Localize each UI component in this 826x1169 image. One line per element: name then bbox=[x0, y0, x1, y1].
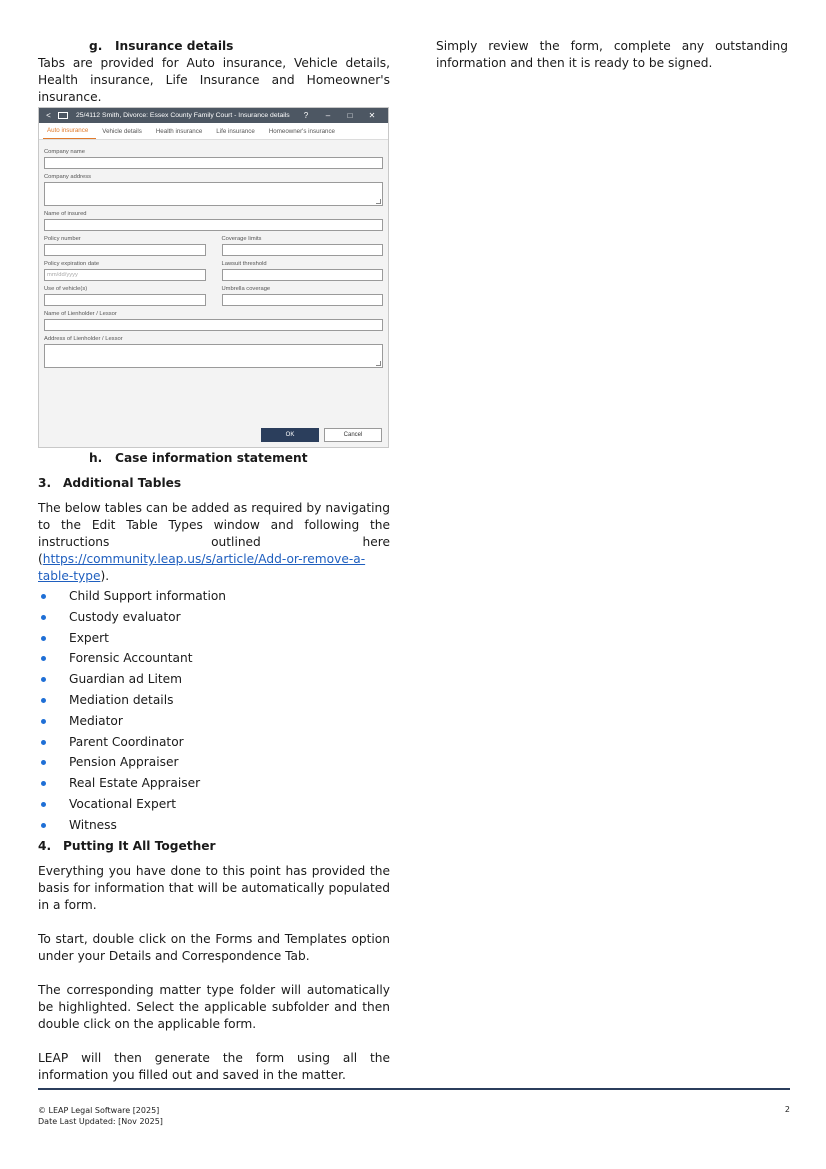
list-item-text: Guardian ad Litem bbox=[69, 672, 183, 687]
list-item bbox=[38, 588, 390, 605]
bullet-icon bbox=[41, 802, 46, 807]
policy-number-label: Policy number bbox=[44, 236, 81, 242]
list-item-text: Pension Appraiser bbox=[69, 755, 179, 770]
section-g-letter: g. bbox=[89, 39, 103, 53]
policy-expiration-label: Policy expiration date bbox=[44, 261, 100, 267]
additional-tables-text bbox=[38, 500, 390, 585]
list-item bbox=[38, 630, 390, 647]
company-name-input[interactable] bbox=[44, 157, 383, 169]
name-of-insured-label: Name of insured bbox=[44, 211, 87, 217]
bullet-icon bbox=[41, 636, 46, 641]
bullet-icon bbox=[41, 719, 46, 724]
window-titlebar bbox=[39, 108, 388, 123]
section-g-title: Insurance details bbox=[115, 39, 234, 53]
tab-homeowners-insurance[interactable]: Homeowner's insurance bbox=[268, 128, 335, 135]
bullet-icon bbox=[41, 677, 46, 682]
section-4-title: Putting It All Together bbox=[63, 838, 216, 853]
section-g-heading bbox=[38, 38, 390, 55]
tab-life-insurance[interactable]: Life insurance bbox=[216, 128, 255, 135]
footer-copyright: © LEAP Legal Software [2025] bbox=[38, 1106, 160, 1115]
insurance-details-window bbox=[38, 107, 389, 448]
ok-button[interactable]: OK bbox=[261, 428, 319, 442]
cancel-button[interactable]: Cancel bbox=[324, 428, 382, 442]
list-item bbox=[38, 754, 390, 771]
right-column-text: Simply review the form, complete any outstanding information and then it is ready to be signed. bbox=[436, 39, 788, 70]
company-name-label: Company name bbox=[44, 149, 85, 155]
additional-tables-close: ). bbox=[100, 569, 110, 583]
close-icon[interactable]: ✕ bbox=[368, 111, 376, 120]
resize-grip-icon[interactable] bbox=[376, 199, 381, 204]
coverage-limits-input[interactable] bbox=[222, 244, 384, 256]
bullet-icon bbox=[41, 615, 46, 620]
tables-list bbox=[38, 588, 390, 834]
use-of-vehicles-label: Use of vehicle(s) bbox=[44, 286, 88, 292]
list-item-text: Vocational Expert bbox=[69, 796, 177, 811]
lawsuit-threshold-label: Lawsuit threshold bbox=[221, 261, 267, 267]
bullet-icon bbox=[41, 760, 46, 765]
list-item-text: Mediation details bbox=[69, 692, 174, 707]
section-g-text: Tabs are provided for Auto insurance, Vehicle details, Health insurance, Life Insurance and Homeowner's insurance. bbox=[38, 56, 390, 104]
folder-icon[interactable] bbox=[58, 112, 68, 119]
list-item bbox=[38, 609, 390, 626]
list-item bbox=[38, 713, 390, 730]
list-item-text: Real Estate Appraiser bbox=[69, 776, 201, 791]
list-item bbox=[38, 671, 390, 688]
help-icon[interactable]: ? bbox=[303, 111, 309, 120]
section-4-paragraph-2: To start, double click on the Forms and Templates option under your Details and Correspondence Tab. bbox=[38, 931, 390, 963]
tab-vehicle-details[interactable]: Vehicle details bbox=[102, 128, 142, 135]
name-of-insured-input[interactable] bbox=[44, 219, 383, 231]
tab-health-insurance[interactable]: Health insurance bbox=[155, 128, 203, 135]
bullet-icon bbox=[41, 698, 46, 703]
lienholder-name-input[interactable] bbox=[44, 319, 383, 331]
bullet-icon bbox=[41, 656, 46, 661]
list-item-text: Witness bbox=[69, 817, 117, 832]
left-column bbox=[38, 38, 390, 1084]
section-4-heading bbox=[38, 838, 390, 855]
footer-date-updated: Date Last Updated: [Nov 2025] bbox=[38, 1117, 163, 1126]
section-4-paragraph-3: The corresponding matter type folder will automatically be highlighted. Select the applicable subfolder and then double click on the applicable form. bbox=[38, 982, 390, 1031]
list-item bbox=[38, 692, 390, 709]
section-3-number: 3. bbox=[38, 476, 52, 490]
policy-number-input[interactable] bbox=[44, 244, 206, 256]
section-4-paragraph-1: Everything you have done to this point has provided the basis for information that will be automatically populated in a form. bbox=[38, 863, 390, 912]
umbrella-coverage-input[interactable] bbox=[222, 294, 384, 306]
bullet-icon bbox=[41, 823, 46, 828]
company-address-input[interactable] bbox=[44, 182, 383, 206]
window-tabs bbox=[39, 123, 388, 140]
right-column bbox=[436, 38, 788, 72]
vehicle-row bbox=[44, 281, 383, 306]
bullet-icon bbox=[41, 740, 46, 745]
list-item-text: Child Support information bbox=[69, 589, 227, 603]
window-body bbox=[39, 140, 388, 368]
expiration-row bbox=[44, 256, 383, 281]
list-item-text: Custody evaluator bbox=[69, 609, 181, 624]
maximize-icon[interactable]: □ bbox=[347, 111, 353, 120]
back-icon[interactable]: < bbox=[46, 111, 51, 120]
section-h-heading bbox=[38, 450, 390, 467]
additional-tables-intro: The below tables can be added as required by navigating to the Edit Table Types window and following the instructions outlined here ( bbox=[38, 501, 390, 566]
minimize-icon[interactable]: – bbox=[325, 111, 331, 120]
company-address-label: Company address bbox=[44, 174, 92, 180]
lienholder-address-label: Address of Lienholder / Lessor bbox=[44, 336, 123, 342]
list-item bbox=[38, 817, 390, 834]
footer-left bbox=[38, 1105, 163, 1127]
list-item bbox=[38, 775, 390, 792]
list-item-text: Expert bbox=[69, 630, 109, 645]
section-h-title: Case information statement bbox=[115, 451, 308, 465]
section-4-paragraph-4: LEAP will then generate the form using all the information you filled out and saved in the matter. bbox=[38, 1050, 390, 1082]
section-3-heading bbox=[38, 475, 390, 492]
list-item bbox=[38, 650, 390, 667]
use-of-vehicles-input[interactable] bbox=[44, 294, 206, 306]
list-item-text: Parent Coordinator bbox=[69, 734, 184, 749]
list-item-text: Mediator bbox=[69, 713, 123, 728]
policy-expiration-input[interactable]: mm/dd/yyyy bbox=[44, 269, 206, 281]
section-3-title: Additional Tables bbox=[63, 476, 182, 490]
community-article-link[interactable]: https://community.leap.us/s/article/Add-or-remove-a-table-type bbox=[38, 552, 366, 583]
lawsuit-threshold-input[interactable] bbox=[222, 269, 384, 281]
bullet-icon bbox=[41, 594, 46, 599]
list-item-text: Forensic Accountant bbox=[69, 651, 193, 666]
section-h-letter: h. bbox=[89, 451, 103, 465]
lienholder-address-input[interactable] bbox=[44, 344, 383, 368]
window-buttons bbox=[261, 428, 382, 442]
window-title: 25/4112 Smith, Divorce: Essex County Family Court - Insurance details bbox=[76, 112, 290, 119]
bullet-icon bbox=[41, 781, 46, 786]
policy-row bbox=[44, 231, 383, 256]
tab-auto-insurance[interactable]: Auto insurance bbox=[43, 127, 96, 139]
list-item bbox=[38, 796, 390, 813]
resize-grip-icon[interactable] bbox=[376, 361, 381, 366]
list-item bbox=[38, 734, 390, 751]
footer-divider bbox=[38, 1088, 790, 1090]
umbrella-coverage-label: Umbrella coverage bbox=[221, 286, 271, 292]
coverage-limits-label: Coverage limits bbox=[221, 236, 262, 242]
lienholder-name-label: Name of Lienholder / Lessor bbox=[44, 311, 117, 317]
page-number: 2 bbox=[784, 1105, 790, 1114]
section-4-number: 4. bbox=[38, 838, 52, 853]
